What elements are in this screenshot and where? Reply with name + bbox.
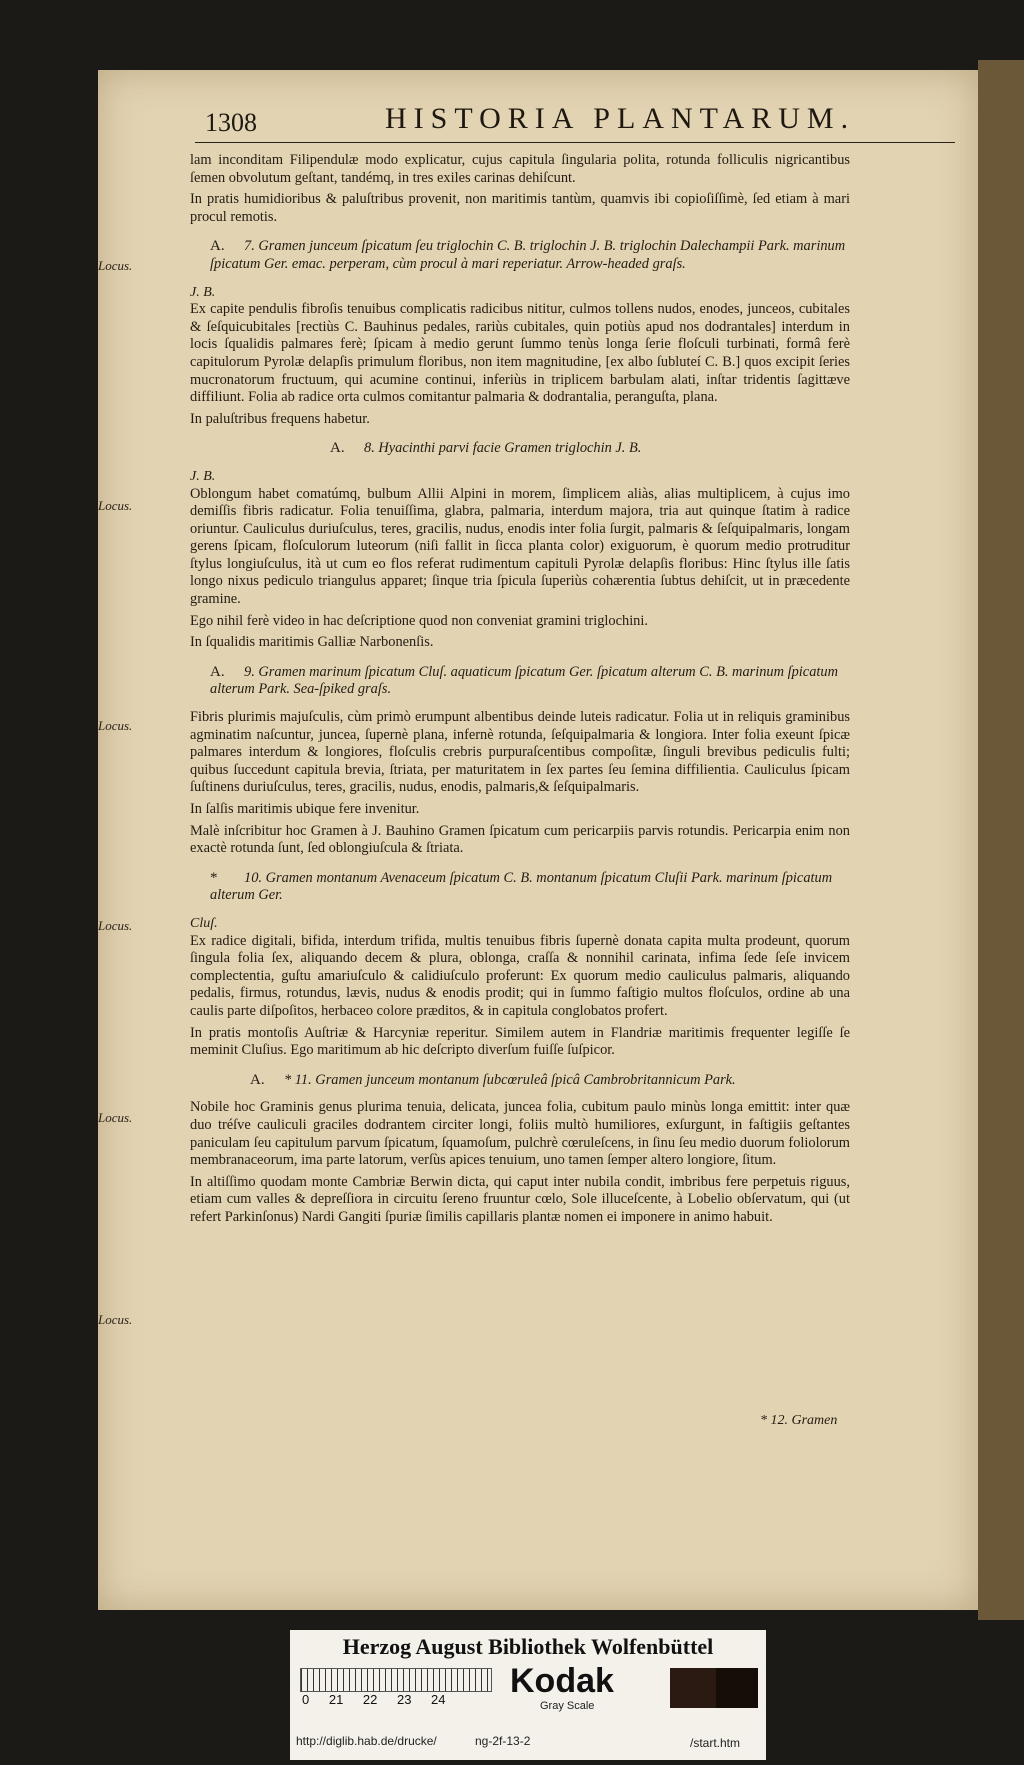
- species-entry-7: [190, 238, 850, 273]
- entry-marker: A.: [210, 238, 225, 255]
- paragraph: lam inconditam Filipendulæ modo explicatur, cujus capitula ſingularia polita, rotunda folliculis nigricantibus ſemen obvolutum geſtant, tandémq, in tres exiles carinas dehiſcunt.: [190, 152, 850, 186]
- note-paragraph: Ego nihil ferè video in hac deſcriptione quod non conveniat gramini triglochini.: [190, 612, 648, 629]
- paragraph: Ex capite pendulis fibroſis tenuibus complicatis radicibus nititur, culmos tollens nudos, enodes, junceos, cubitales & ſeſquicubitales [rectiùs C. Bauhinus pedales, rariùs cubitales, quin potiùs apud nos dodrantales] interdum in locis ſqualidis palmares ferè; ſpicam à medio gerunt ſummo tenùs longa ſerie floſculi turbinati, formâ ferè capitulorum Pyrolæ delapſis primulum floribus, non item magnitudine, [ex albo ſubluteí C. B.] quos excipit ſeries mucronatorum fructuum, qui acumine continui, inferiùs in triplicem barbulam alati, inſtar tridentis ſagittæve diffiliunt. Folia ab radice orta culmos comitantur palmaria & dodrantalia, peranguſta, plana.: [190, 301, 850, 406]
- locus-paragraph: In pratis humidioribus & paluſtribus provenit, non maritimis tantùm, quamvis ibi copioſiſſimè, ſed etiam à mari procul remotis.: [190, 191, 850, 225]
- locus-paragraph: In ſalſis maritimis ubique fere invenitur.: [190, 801, 420, 817]
- locus-paragraph: In pratis montoſis Auſtriæ & Harcyniæ reperitur. Similem autem in Flandriæ maritimis frequenter legiſſe ſe meminit Cluſius. Ego maritimum ab hic deſcripto diverſum fuiſſe ſuſpicor.: [190, 1024, 850, 1059]
- species-entry-11: [190, 1072, 850, 1090]
- entry-title: 8. Hyacinthi parvi facie Gramen triglochin J. B.: [364, 440, 642, 457]
- binding-edge: [978, 60, 1024, 1620]
- entry-marker: A.: [330, 440, 345, 457]
- margin-note-locus: Locus.: [98, 918, 133, 933]
- species-entry-9: [190, 664, 850, 699]
- shelfmark: ng-2f-13-2: [475, 1734, 531, 1748]
- ruler-numbers: 0 21 22 23 24: [302, 1692, 446, 1707]
- start-link: /start.htm: [690, 1736, 741, 1750]
- note-paragraph: Malè inſcribitur hoc Gramen à J. Bauhino Gramen ſpicatum cum pericarpiis parvis rotundis. Pericarpia enim non exactè rotunda ſunt, ſed oblongiuſcula & ſtriata.: [190, 822, 850, 857]
- color-target-card: [290, 1630, 766, 1760]
- margin-note-locus: Locus.: [98, 718, 133, 733]
- gray-scale-label: Gray Scale: [540, 1700, 595, 1712]
- entry-title: 7. Gramen junceum ſpicatum ſeu triglochin C. B. triglochin J. B. triglochin Dalechampii Park. marinum ſpicatum Ger. emac. perperam, cùm procul à mari reperiatur. Arrow-headed graſs.: [210, 238, 846, 272]
- entry-marker: *: [210, 869, 218, 886]
- text-body: [190, 152, 850, 1230]
- locus-paragraph: In paluſtribus frequens habetur.: [190, 410, 370, 427]
- library-name: Herzog August Bibliothek Wolfenbüttel: [342, 1634, 714, 1659]
- margin-note-locus: Locus.: [98, 1110, 133, 1125]
- paragraph: Ex radice digitali, bifida, interdum trifida, multis tenuibus fibris ſupernè donata capita multa prodeunt, quorum ſingula folia ſex, aliquando decem & plura, oblonga, craſſa & nonnihil carinata, infima ſede ſeſe invicem complectentia, guſtu amariuſculo & calidiuſculo proferunt: Ex quorum medio cauliculus palmaris, aliquando pedalis, firmus, rotundus, lævis, nudus & enodis prodit; qui in ſummo faſtigio multos floſculos, ordine ab una caulis parte diſpoſitos, herbaceo colore præditos, & in capitula conglobatos profert.: [190, 932, 850, 1019]
- page-number: 1308: [205, 108, 257, 137]
- margin-note-locus: Locus.: [98, 258, 133, 273]
- margin-note-locus: Locus.: [98, 1312, 133, 1327]
- ruler-scale: [300, 1668, 492, 1692]
- entry-marker: A.: [210, 663, 225, 680]
- entry-title: 9. Gramen marinum ſpicatum Cluſ. aquaticum ſpicatum Ger. ſpicatum alterum C. B. marinum ſpicatum alterum Park. Sea-ſpiked graſs.: [210, 663, 838, 698]
- author-tag: J. B.: [190, 468, 216, 484]
- species-entry-8: [190, 440, 850, 458]
- gray-swatch: [670, 1668, 716, 1708]
- source-url: http://diglib.hab.de/drucke/: [296, 1734, 437, 1748]
- kodak-logo: Kodak: [510, 1662, 614, 1700]
- author-tag: J. B.: [190, 284, 216, 300]
- paragraph: Fibris plurimis majuſculis, cùm primò erumpunt albentibus deinde luteis radicatur. Folia ut in reliquis graminibus agminatim naſcuntur, juncea, ſupernè plana, infernè rotunda, ſeſquipalmaria & longiora. Inter folia exeunt ſpicæ palmares interdum & longiores, floſculis crebris purpuraſcentibus compoſitæ, ſinguli brevibus pediculis fulti; quibus ſuccedunt capitula brevia, ſtriata, per maturitatem in ſex partes ſeu ſemina diffilientia. Cauliculus ſpicam ſuſtinens duriuſculus, teres, gracilis, nudus, enodis, palmaris,& ſeſquipalmaris.: [190, 709, 850, 796]
- entry-marker: A.: [250, 1071, 265, 1088]
- margin-note-locus: Locus.: [98, 498, 133, 513]
- entry-title: 10. Gramen montanum Avenaceum ſpicatum C. B. montanum ſpicatum Cluſii Park. marinum ſpicatum alterum Ger.: [210, 869, 833, 904]
- paragraph: Nobile hoc Graminis genus plurima tenuia, delicata, juncea folia, cubitum paulo minùs longa emittit: inter quæ duo tréſve cauliculi graciles dodrantem circiter longi, foliis multò humiliores, exſurgunt, in faſtigiis geſtantes paniculam ſeu capitulum parvum ſpicatum, ſquamoſum, pulchrè cœruleſcens, in ſinu ſeu medio duorum foliolorum membranaceorum, ima parte latorum, verſùs apices tenuium, uno tamen ſemper altero longiore, ſitum.: [190, 1099, 850, 1169]
- page-header: [195, 100, 955, 143]
- gray-swatch: [716, 1668, 758, 1708]
- author-tag: Cluſ.: [190, 915, 218, 931]
- locus-paragraph: In ſqualidis maritimis Galliæ Narbonenſis.: [190, 634, 434, 651]
- running-title: HISTORIA PLANTARUM.: [385, 102, 856, 135]
- species-entry-10: [190, 870, 850, 905]
- locus-paragraph: In altiſſimo quodam monte Cambriæ Berwin dicta, qui caput inter nubila condit, imbribus fere perpetuis riguus, etiam cum valles & depreſſiora in circuitu ſereno fruuntur cœlo, Sole illuceſcente, à Lobelio obſervatum, qui (ut refert Parkinſonus) Nardi Gangiti ſpuriæ ſimilis capillaris plantæ nomen ei imponere in animo habuit.: [190, 1173, 850, 1225]
- paragraph: Oblongum habet comatúmq, bulbum Allii Alpini in morem, ſimplicem aliàs, alias multiplicem, à cujus imo demiſſis fibris radicatur. Folia tenuiſſima, glabra, palmaria, interdum majora, tria aut quinque ſtatim à radice oriuntur. Cauliculus duriuſculus, teres, gracilis, nudus, enodis inter folia ſurgit, palmaris & ſeſquipalmaris, longam gerens ſpicam, floſculorum luteorum (niſi fallit in ſicca planta color) exiguorum, è quorum medio protruditur ſtylus longiuſculus, ità ut cum eo flos referat rudimentum capituli Pyrolæ delapſis floribus: Hinc ſtylus ille ſatis longo nixus pediculo triangulus apparet; ſinque tria ſpicula ſuperiùs cohærentia ſubtus dehiſcit, ut in præcedente gramine.: [190, 485, 850, 608]
- entry-title: * 11. Gramen junceum montanum ſubcœruleâ ſpicâ Cambrobritannicum Park.: [284, 1071, 736, 1088]
- catchword: * 12. Gramen: [760, 1413, 838, 1428]
